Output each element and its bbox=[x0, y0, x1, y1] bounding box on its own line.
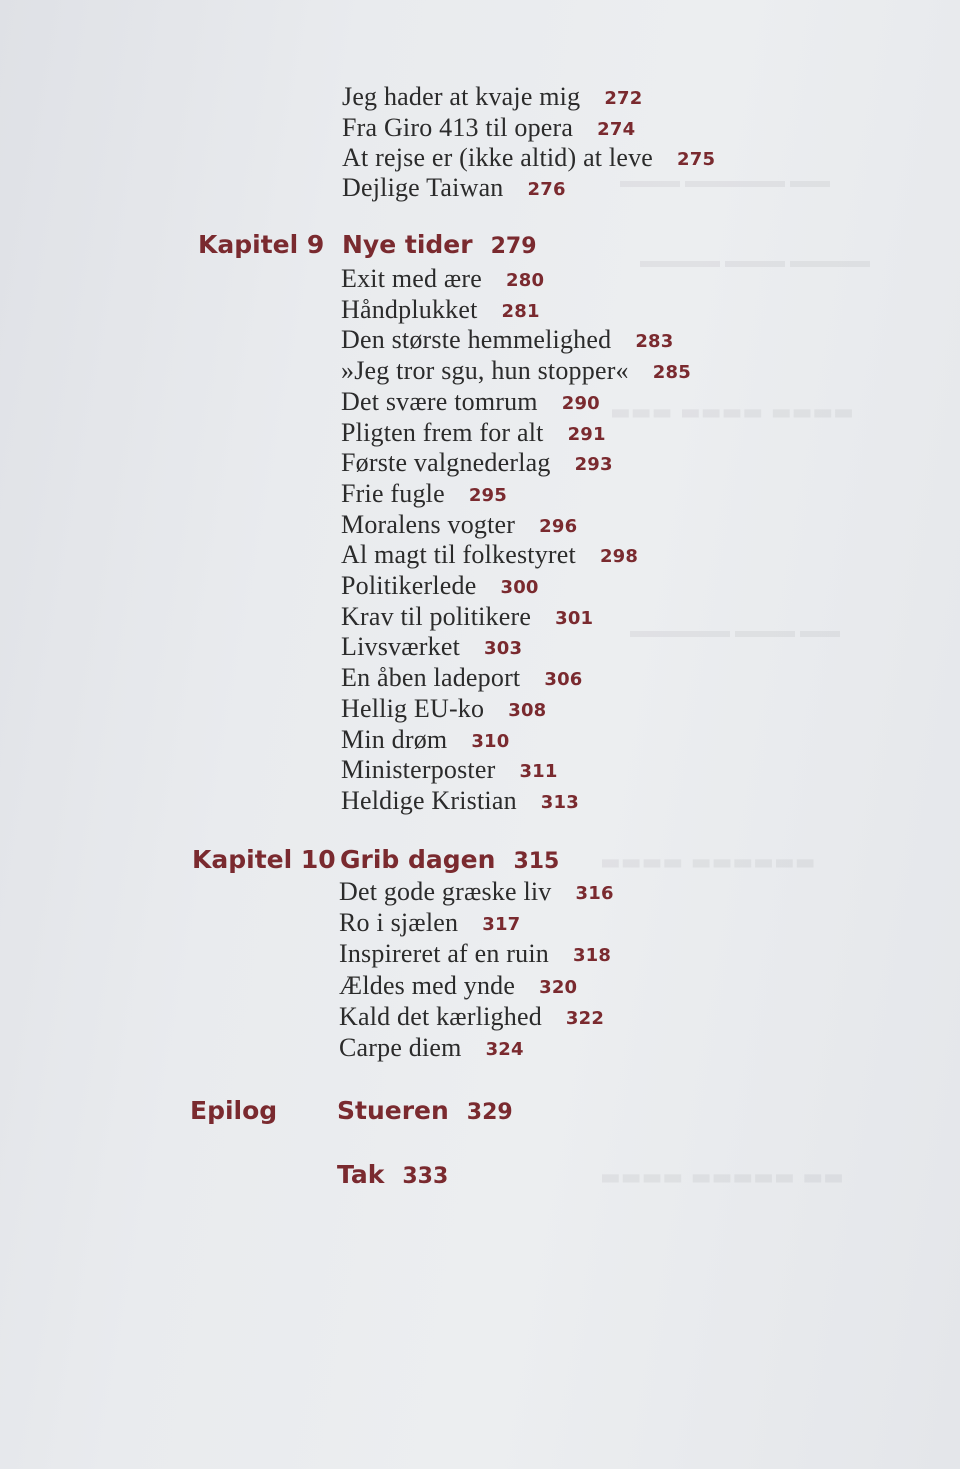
show-through-text: ▬▬▬ ▬▬▬▬ ▬▬▬▬ bbox=[610, 400, 854, 425]
toc-entry bbox=[341, 694, 546, 724]
entry-page-number: 320 bbox=[539, 976, 578, 998]
entry-page-number: 285 bbox=[652, 362, 691, 384]
toc-entry bbox=[341, 632, 522, 662]
entry-title: Det svære tomrum bbox=[341, 386, 538, 416]
show-through-text: ▬▬▬▬ ▬▬▬▬▬▬ bbox=[600, 850, 816, 875]
toc-entry bbox=[339, 1033, 524, 1063]
chapter-label: Kapitel 10 bbox=[192, 845, 336, 874]
entry-page-number: 316 bbox=[575, 883, 614, 904]
show-through-text: ▬▬▬▬▬ ▬▬▬ ▬▬ bbox=[630, 620, 840, 642]
entry-page-number: 280 bbox=[506, 270, 545, 291]
entry-title: En åben ladeport bbox=[341, 663, 521, 693]
entry-page-number: 300 bbox=[500, 577, 539, 598]
entry-title: Politikerlede bbox=[341, 571, 477, 600]
toc-entry bbox=[341, 663, 583, 693]
entry-page-number: 291 bbox=[567, 423, 606, 445]
entry-page-number: 324 bbox=[485, 1039, 524, 1060]
entry-page-number: 318 bbox=[572, 945, 612, 967]
entry-title: Min drøm bbox=[341, 724, 448, 754]
entry-page-number: 306 bbox=[544, 669, 583, 691]
entry-title: Krav til politikere bbox=[341, 601, 532, 631]
entry-title: Al magt til folkestyret bbox=[341, 540, 576, 570]
entry-page-number: 281 bbox=[501, 300, 540, 322]
entry-title: »Jeg tror sgu, hun stopper« bbox=[341, 356, 629, 386]
toc-entry bbox=[341, 325, 674, 355]
entry-title: Hellig EU-ko bbox=[341, 693, 485, 723]
entry-page-number: 311 bbox=[519, 761, 558, 783]
toc-entry bbox=[341, 725, 510, 755]
entry-page-number: 303 bbox=[484, 638, 523, 660]
toc-entry bbox=[341, 264, 544, 294]
entry-title: Moralens vogter bbox=[341, 509, 516, 539]
chapter-title: Grib dagen 315 bbox=[340, 845, 560, 874]
entry-page-number: 296 bbox=[539, 515, 578, 537]
toc-entry bbox=[339, 939, 611, 969]
toc-entry: Fra Giro 413 til opera 274 bbox=[342, 113, 636, 142]
entry-title: Første valgnederlag bbox=[341, 448, 551, 478]
entry-title: Ro i sjælen bbox=[339, 908, 459, 938]
entry-title: Heldige Kristian bbox=[341, 785, 517, 815]
toc-entry: Dejlige Taiwan 276 bbox=[342, 173, 566, 202]
toc-entry bbox=[339, 877, 614, 907]
entry-title: Det gode græske liv bbox=[339, 877, 552, 906]
entry-page-number: 308 bbox=[508, 699, 547, 721]
entry-title: Frie fugle bbox=[341, 478, 445, 508]
toc-entry bbox=[339, 1002, 604, 1032]
toc-entry: Jeg hader at kvaje mig 272 bbox=[342, 82, 643, 111]
epilog-label: Epilog bbox=[190, 1096, 278, 1125]
entry-page-number: 301 bbox=[555, 607, 594, 629]
toc-entry bbox=[341, 755, 558, 785]
entry-page-number: 298 bbox=[599, 546, 639, 568]
show-through-text: ▬▬▬ ▬▬▬▬▬ ▬▬ bbox=[620, 170, 830, 192]
entry-title: Kald det kærlighed bbox=[339, 1001, 542, 1031]
epilog-title: Stueren 329 bbox=[337, 1096, 513, 1125]
toc-entry: At rejse er (ikke altid) at leve 275 bbox=[342, 143, 716, 172]
toc-entry bbox=[341, 602, 593, 632]
entry-title: Den største hemmelighed bbox=[341, 325, 612, 355]
toc-entry bbox=[339, 908, 520, 938]
entry-title: Ministerposter bbox=[341, 755, 496, 785]
toc-entry bbox=[341, 786, 579, 816]
chapter-label: Kapitel 9 bbox=[198, 230, 325, 259]
toc-entry bbox=[341, 295, 540, 325]
entry-title: Exit med ære bbox=[341, 264, 483, 293]
entry-page-number: 313 bbox=[540, 791, 579, 813]
entry-page-number: 317 bbox=[482, 914, 521, 936]
entry-page-number: 310 bbox=[471, 730, 510, 752]
tak-title: Tak 333 bbox=[337, 1160, 449, 1189]
entry-page-number: 322 bbox=[565, 1007, 605, 1029]
entry-page-number: 293 bbox=[574, 454, 613, 476]
show-through-text: ▬▬▬▬ ▬▬▬▬▬ ▬▬ bbox=[600, 1165, 844, 1190]
toc-entry bbox=[339, 971, 577, 1001]
toc-entry bbox=[341, 448, 613, 478]
toc-entry bbox=[341, 479, 507, 509]
entry-page-number: 290 bbox=[561, 392, 600, 414]
entry-page-number: 295 bbox=[468, 484, 507, 506]
chapter-title: Nye tider 279 bbox=[342, 230, 537, 259]
toc-entry bbox=[341, 571, 539, 601]
toc-entry bbox=[341, 540, 638, 570]
entry-title: Pligten frem for alt bbox=[341, 417, 544, 447]
entry-title: Inspireret af en ruin bbox=[339, 939, 549, 969]
toc-entry bbox=[341, 418, 606, 448]
entry-page-number: 283 bbox=[635, 331, 674, 353]
entry-title: Ældes med ynde bbox=[339, 970, 516, 1000]
toc-entry bbox=[341, 510, 577, 540]
entry-title: Livsværket bbox=[341, 632, 460, 662]
entry-title: Håndplukket bbox=[341, 294, 478, 324]
toc-entry bbox=[341, 387, 600, 417]
entry-title: Carpe diem bbox=[339, 1033, 462, 1062]
toc-entry bbox=[341, 356, 691, 386]
show-through-text: ▬▬▬▬ ▬▬▬ ▬▬▬▬ bbox=[640, 250, 870, 272]
